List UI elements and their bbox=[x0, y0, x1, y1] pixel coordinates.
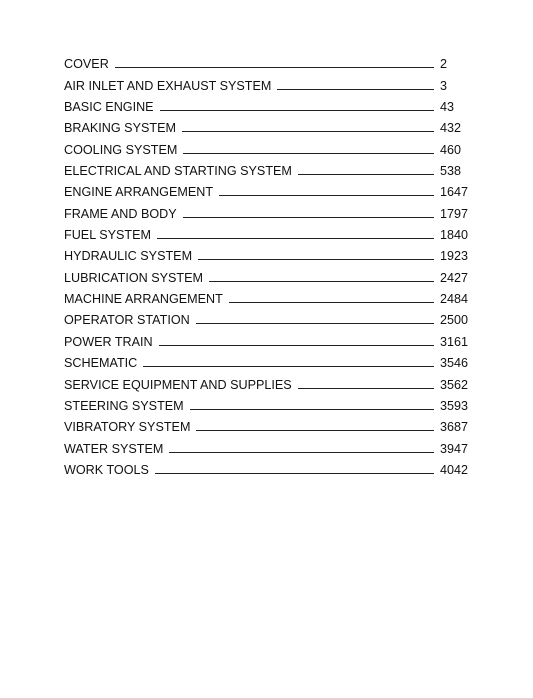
toc-entry-page-number: 1797 bbox=[440, 206, 469, 221]
table-of-contents bbox=[64, 50, 474, 477]
toc-entry[interactable] bbox=[64, 327, 474, 348]
toc-entry-title: ELECTRICAL AND STARTING SYSTEM bbox=[64, 164, 292, 179]
toc-entry-title: ENGINE ARRANGEMENT bbox=[64, 185, 214, 200]
toc-leader-line bbox=[143, 366, 434, 367]
toc-entry-page-number: 3546 bbox=[440, 356, 469, 371]
toc-entry[interactable] bbox=[64, 50, 474, 71]
toc-entry[interactable] bbox=[64, 71, 474, 92]
toc-entry[interactable] bbox=[64, 157, 474, 178]
toc-leader-line bbox=[196, 323, 434, 324]
toc-leader-line bbox=[160, 110, 434, 111]
toc-entry-page-number: 2500 bbox=[440, 313, 469, 328]
toc-entry-page-number: 2 bbox=[440, 57, 448, 72]
toc-entry[interactable] bbox=[64, 263, 474, 284]
toc-leader-line bbox=[157, 238, 434, 239]
toc-leader-line bbox=[169, 452, 434, 453]
toc-leader-line bbox=[298, 174, 434, 175]
toc-entry-title: COVER bbox=[64, 57, 109, 72]
toc-entry[interactable] bbox=[64, 135, 474, 156]
toc-leader-line bbox=[196, 430, 434, 431]
toc-entry-title: SERVICE EQUIPMENT AND SUPPLIES bbox=[64, 377, 292, 392]
toc-leader-line bbox=[198, 259, 434, 260]
toc-entry-title: HYDRAULIC SYSTEM bbox=[64, 249, 193, 264]
toc-entry-page-number: 43 bbox=[440, 100, 455, 115]
toc-entry[interactable] bbox=[64, 114, 474, 135]
toc-entry-page-number: 1647 bbox=[440, 185, 469, 200]
toc-entry[interactable] bbox=[64, 199, 474, 220]
toc-entry-title: WORK TOOLS bbox=[64, 462, 149, 477]
toc-entry-page-number: 3 bbox=[440, 78, 448, 93]
toc-entry-title: WATER SYSTEM bbox=[64, 441, 164, 456]
toc-leader-line bbox=[277, 89, 434, 90]
toc-entry-title: BASIC ENGINE bbox=[64, 100, 154, 115]
toc-entry-page-number: 2484 bbox=[440, 292, 469, 307]
toc-entry-page-number: 3687 bbox=[440, 420, 469, 435]
toc-leader-line bbox=[190, 409, 434, 410]
toc-entry-title: LUBRICATION SYSTEM bbox=[64, 270, 204, 285]
toc-entry[interactable] bbox=[64, 349, 474, 370]
toc-entry-title: STEERING SYSTEM bbox=[64, 398, 184, 413]
toc-entry[interactable] bbox=[64, 242, 474, 263]
toc-entry[interactable] bbox=[64, 370, 474, 391]
toc-entry-title: POWER TRAIN bbox=[64, 334, 153, 349]
toc-leader-line bbox=[155, 473, 434, 474]
toc-entry-page-number: 3947 bbox=[440, 441, 469, 456]
toc-entry-page-number: 432 bbox=[440, 121, 462, 136]
toc-entry-title: MACHINE ARRANGEMENT bbox=[64, 292, 223, 307]
toc-entry[interactable] bbox=[64, 456, 474, 477]
toc-entry-title: SCHEMATIC bbox=[64, 356, 138, 371]
toc-entry[interactable] bbox=[64, 285, 474, 306]
toc-entry[interactable] bbox=[64, 93, 474, 114]
toc-entry[interactable] bbox=[64, 306, 474, 327]
toc-leader-line bbox=[182, 131, 434, 132]
toc-leader-line bbox=[209, 281, 434, 282]
toc-entry[interactable] bbox=[64, 413, 474, 434]
toc-entry-page-number: 3562 bbox=[440, 377, 469, 392]
toc-leader-line bbox=[183, 217, 434, 218]
toc-leader-line bbox=[183, 153, 434, 154]
toc-entry-page-number: 4042 bbox=[440, 462, 469, 477]
toc-entry-page-number: 1923 bbox=[440, 249, 469, 264]
toc-leader-line bbox=[219, 195, 434, 196]
toc-entry-title: AIR INLET AND EXHAUST SYSTEM bbox=[64, 78, 272, 93]
toc-entry-page-number: 3161 bbox=[440, 334, 469, 349]
toc-leader-line bbox=[298, 388, 434, 389]
toc-leader-line bbox=[115, 67, 434, 68]
toc-entry-title: FRAME AND BODY bbox=[64, 206, 177, 221]
toc-entry[interactable] bbox=[64, 178, 474, 199]
toc-entry-title: VIBRATORY SYSTEM bbox=[64, 420, 191, 435]
toc-entry-title: BRAKING SYSTEM bbox=[64, 121, 176, 136]
toc-entry-page-number: 1840 bbox=[440, 228, 469, 243]
toc-leader-line bbox=[229, 302, 434, 303]
toc-entry-page-number: 538 bbox=[440, 164, 462, 179]
toc-entry-page-number: 3593 bbox=[440, 398, 469, 413]
toc-entry-title: OPERATOR STATION bbox=[64, 313, 190, 328]
toc-entry-title: COOLING SYSTEM bbox=[64, 142, 178, 157]
toc-entry[interactable] bbox=[64, 392, 474, 413]
toc-leader-line bbox=[159, 345, 434, 346]
toc-entry[interactable] bbox=[64, 221, 474, 242]
toc-entry-page-number: 2427 bbox=[440, 270, 469, 285]
toc-entry[interactable] bbox=[64, 434, 474, 455]
toc-entry-page-number: 460 bbox=[440, 142, 462, 157]
toc-entry-title: FUEL SYSTEM bbox=[64, 228, 152, 243]
